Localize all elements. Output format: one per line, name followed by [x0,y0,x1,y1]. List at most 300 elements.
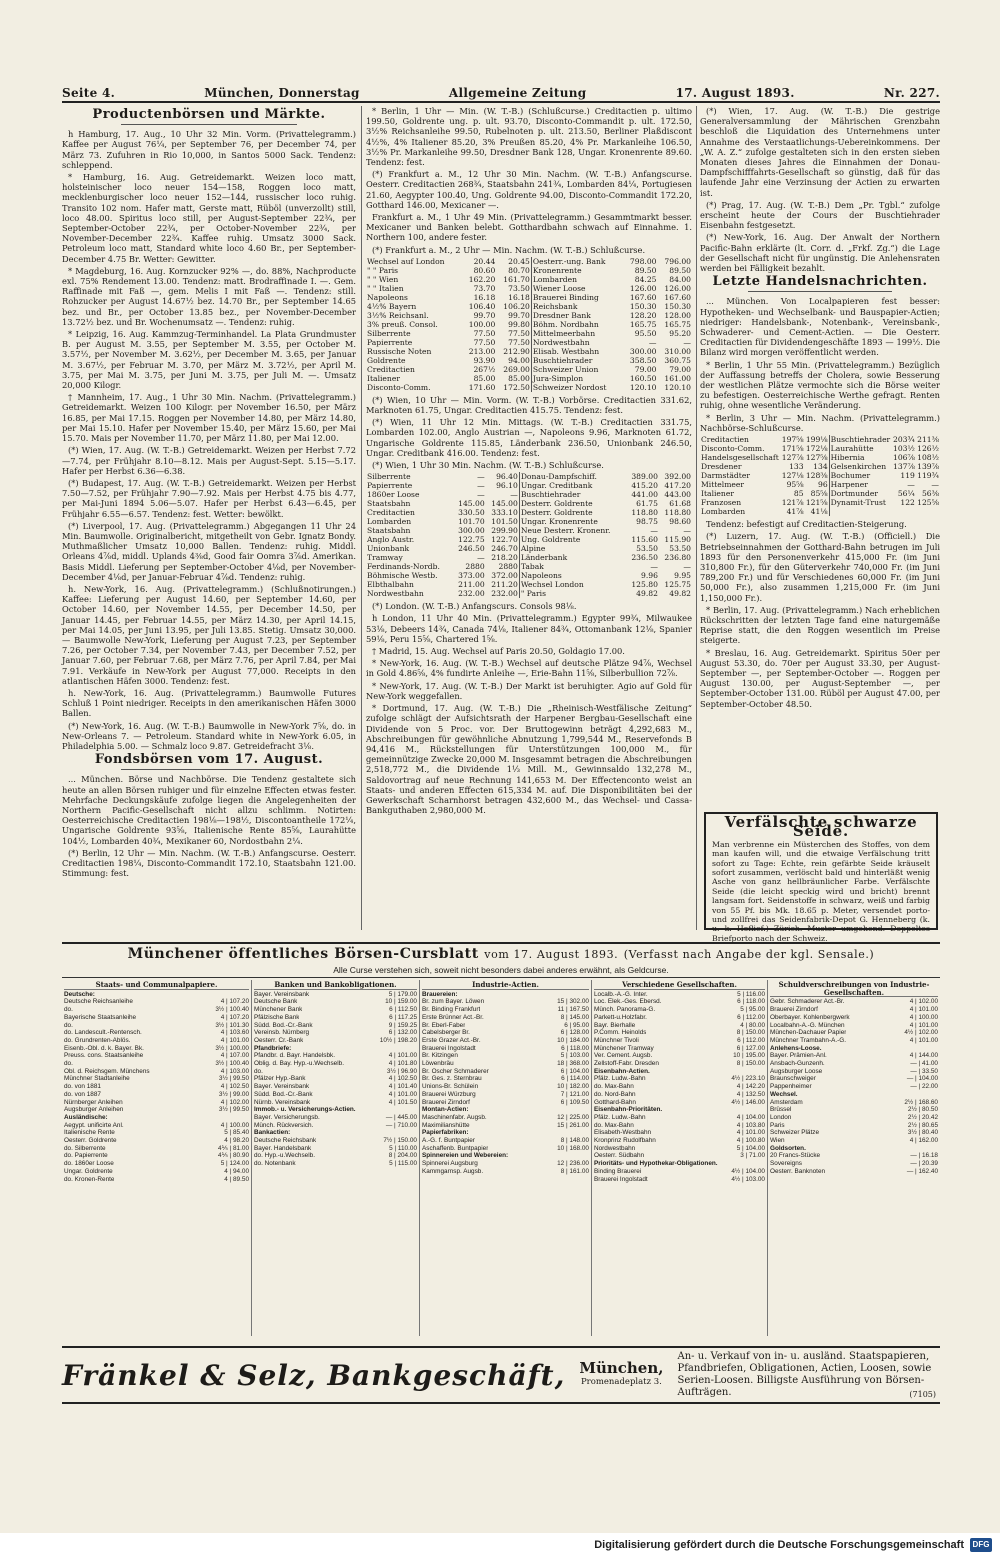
cursblatt-row [254,1068,417,1076]
security-rate: 3½ | 100.40 [215,1006,249,1014]
table-cell: Ungar. Kronenrente [519,517,626,526]
security-rate: 12 | 225.00 [557,1113,589,1121]
table-cell: Donau-Dampfschiff. [519,472,626,481]
cursblatt-row [770,1014,938,1022]
latest-reports [700,296,940,433]
security-rate: 3½ | 99.50 [218,1075,249,1083]
cursblatt-row [422,991,589,999]
table-cell: 9.95 [674,571,691,581]
table-cell: " " Wien [367,274,399,284]
report-paragraph: Frankfurt a. M., 1 Uhr 49 Min. (Privattelegramm.) Gesammtmarkt besser. Mexicaner und Banken belebt. Gotthardbahn schwach auf Einnahme. 1. Northern 100, andere fester. [366,212,692,243]
cursblatt-subtitle: Alle Curse verstehen sich, soweit nicht besonders dabei anderes erwähnt, als Geldcurse. [333,965,669,975]
cursblatt-title: Münchener öffentliches Börsen-Cursblatt [127,946,479,962]
cursblatt-row [422,1083,589,1091]
security-name: Oblig. d. Bay. Hyp.-u.Wechselb. [254,1060,344,1068]
security-name: Eisenbahn-Prioritäten. [594,1106,663,1114]
table-cell: — [683,526,691,536]
table-cell: Unionbank [367,544,410,554]
table-cell: Buschtiehrader [531,356,623,365]
security-name: Gotthard-Bahn [594,1098,636,1106]
cursblatt-row [64,1145,249,1153]
table-cell: 300.00 [629,346,657,356]
cursblatt-row [594,1137,765,1145]
security-name: Pfälz. Ludw.-Bahn [594,1075,646,1083]
security-name: Br. Ges. z. Sternbrau [422,1075,482,1083]
cursblatt-row [254,991,417,999]
table-cell: 121⅞ [781,498,804,508]
security-name: Goldsorten. [770,1144,806,1152]
security-name: London [770,1113,792,1121]
cursblatt-column [252,980,420,1336]
report-paragraph: (*) New-York, 16. Aug. (W. T.-B.) Baumwolle in New-York 7⅝, do. in New-Orleans 7. — Petroleum. Standard white in New-York 6.05, in Philadelphia 5.00. — Schmalz loco 9.87. Getreidefracht 3⅛. [62,720,356,751]
table-cell: 115.90 [664,535,691,545]
table-cell: Jura-Simplon [531,374,623,383]
header-rule [62,101,940,103]
cursblatt-column-heading: Banken und Bankobligationen. [254,981,417,990]
cursblatt-row [422,1129,589,1137]
cursblatt-row [770,1052,938,1060]
cursblatt-row [64,1114,249,1122]
security-name: Br. Oscher Schmaderer [422,1067,489,1075]
table-cell: Elbthalbahn [367,580,414,590]
table-row [700,435,940,444]
security-name: Oesterr. Cr.-Bank [254,1036,304,1044]
security-name: Ungar. Goldrente [64,1167,113,1175]
security-rate: 3 | 71.00 [740,1152,765,1160]
security-name: do. Kronen-Rente [64,1175,115,1183]
cursblatt-row [594,1052,765,1060]
security-name: Aegypt. unificirte Anl. [64,1121,124,1129]
table-cell: 392.00 [664,472,691,482]
security-name: Br. Binding Frankfurt [422,1006,481,1014]
security-rate: 6 | 128.00 [560,1029,589,1037]
table-cell: 20.45 [508,256,530,266]
security-rate: 2½ | 80.50 [907,1106,938,1114]
table-cell: 99.70 [508,310,530,320]
table-cell: Kronenrente [531,266,623,275]
table-cell: 77.50 [473,337,496,347]
table-cell: — [477,553,485,563]
security-rate: 4 | 101.00 [736,1129,765,1137]
cursblatt-row [254,998,417,1006]
security-rate: 10 | 159.00 [385,998,417,1006]
table-cell: 20.44 [473,256,496,266]
security-name: Binding Brauerei [594,1167,642,1175]
table-row [366,544,692,553]
table-cell: 95⅝ [786,480,804,490]
security-rate: 10 | 184.00 [557,1036,589,1044]
table-cell: 2880 [465,562,485,572]
report-paragraph: * Leipzig, 16. Aug. Kammzug-Terminhandel. La Plata Grundmuster B. per August M. 3.55, per September M. 3.55, per October M. 3.57½, per November M. 3.62½, per December M. 3.65, per Januar M. 3.67½, per Februar M. 3.70, per März M. 3.72½, per April M. 3.75, per Mai M. 3.75, per Juni M. 3.75, per Juli M. —. Umsatz 20,000 Kilogr. [62,329,356,391]
security-name: Deutsche Bank [254,998,298,1006]
table-cell [829,507,892,516]
security-rate: 8 | 204.00 [388,1152,417,1160]
security-rate: 5 | 116.00 [737,990,765,998]
table-cell: 161.70 [503,274,530,284]
cursblatt-row [594,1099,765,1107]
cursblatt-row [594,1037,765,1045]
table-row [366,580,692,589]
security-name: Papierfabriken: [422,1129,469,1137]
table-cell: 165.75 [664,319,691,329]
table-cell: Mittelmeerbahn [531,329,623,338]
security-rate: 6 | 118.00 [561,1044,589,1052]
cursblatt-row [64,991,249,999]
cursblatt-row [422,1029,589,1037]
table-cell: 236.80 [664,553,691,563]
security-rate: 4 | 101.00 [388,1052,417,1060]
cursblatt-row [594,1045,765,1053]
security-rate: 4 | 89.50 [224,1175,249,1183]
table-row [700,498,940,507]
table-cell: 85.00 [508,373,530,383]
column-2 [366,106,692,817]
security-name: Pfälzische Bank [254,1013,300,1021]
table-row [366,284,692,293]
security-name: do. von 1887 [64,1090,101,1098]
table-cell: 108½ [917,453,939,463]
cursblatt-row [770,1145,938,1153]
table-row [366,508,692,517]
security-rate: — | 162.40 [906,1167,938,1175]
table-cell: 796.00 [664,256,691,266]
security-rate: 3½ | 96.90 [386,1067,417,1075]
security-name: Pfälz. Ludw.-Bahn [594,1113,646,1121]
table-cell: — [650,526,658,536]
security-rate: 4 | 107.20 [220,998,249,1006]
table-cell: Goldrente [367,355,406,365]
security-name: Münchener Bank [254,1006,303,1014]
security-rate: 4 | 103.00 [220,1067,249,1075]
table-cell: Elisab. Westbahn [531,347,623,356]
security-name: Loc. Elek.-Ges. Ebersd. [594,998,662,1006]
cursblatt-row [254,1160,417,1168]
table-cell: 333.10 [491,508,518,518]
exchange-reports [366,106,692,243]
table-cell: 218.20 [491,553,518,563]
security-name: Br. zum Bayer. Löwen [422,998,485,1006]
table-cell: 212.90 [503,346,530,356]
column-divider [361,106,362,930]
section-underline [121,769,297,770]
security-name: Brauerei Ingolstadt [422,1044,476,1052]
security-rate: 18 | 368.00 [557,1060,589,1068]
security-name: do. [64,1006,73,1014]
cursblatt-row [254,1106,417,1114]
security-name: Preuss. cons. Staatsanleihe [64,1052,144,1060]
report-paragraph: * Berlin, 17. Aug. (Privattelegramm.) Nach erheblichen Rückschritten der letzten Tage fand eine naturgemäße Reprise statt, die den Roggen wesentlich im Preise steigerte. [700,604,940,646]
cursblatt-column-heading: Schuldverschreibungen von Industrie-Gesellschaften. [770,981,938,997]
table-cell: 120.10 [664,382,691,392]
table-row [366,526,692,535]
silk-advertisement [704,812,938,943]
security-name: Wechsel. [770,1090,798,1098]
cursblatt-row [770,1045,938,1053]
security-rate: 4 | 107.00 [220,1052,249,1060]
cursblatt-row [422,1160,589,1168]
table-cell: 133 [789,462,804,472]
security-name: Sovereigns [770,1160,802,1168]
table-row [366,535,692,544]
table-cell: Ferdinands-Nordb. [367,562,440,572]
table-row [366,589,692,598]
table-cell: Disconto-Comm. [367,382,431,392]
security-rate: 4 | 104.00 [736,1113,765,1121]
security-name: do. Nord-Bahn [594,1090,636,1098]
security-name: Elisabeth-Westbahn [594,1129,652,1137]
cursblatt-row [422,1137,589,1145]
security-rate: — | 33.50 [910,1067,938,1075]
table-cell: 269.00 [503,364,530,374]
security-rate: 3½ | 99.00 [218,1090,249,1098]
table-cell: 96.10 [496,481,518,491]
cursblatt-row [770,1129,938,1137]
report-paragraph: h. New-York, 16. Aug. (Privattelegramm.) (Schlußnotirungen.) Kaffee: Lieferung per August 14.60, per September 14.60, per October 14.60, per November 14.55, per December 14.50, per Januar 14.45, per Februar 14.55, per März 14.30, per April 14.15, per Mai 14.05, per Juni 13.95, per Juli 13.85. Stetig. Umsatz 30,000. — Baumwolle New-York, Lieferung per August 7.23, per September 7.26, per October 7.34, per November 7.43, per December 7.52, per Januar 7.60, per Februar 7.68, per März 7.76, per April 7.84, per Mai 7.91. Verkäufe in New-York per August 77,000. Receipts in den atlantischen Häfen 3000. Tendenz: fest. [62,583,356,686]
security-name: Brauerei Zirndorf [770,1006,818,1014]
table-cell: 213.00 [468,346,496,356]
security-rate: 5 | 115.00 [389,1160,417,1168]
cursblatt-row [770,1152,938,1160]
table-row [366,302,692,311]
cursblatt-row [64,1060,249,1068]
cursblatt-row [594,1114,765,1122]
digitization-footer [0,1533,1000,1556]
security-name: Deutsche Reichsanleihe [64,998,133,1006]
table-cell: 171.60 [468,382,496,392]
table-cell: Laurahütte [829,444,892,453]
security-rate: 7½ | 150.00 [383,1137,417,1145]
security-name: Münch. Rückversich. [254,1121,314,1129]
table-cell: 16.18 [473,292,496,302]
table-cell: " " Italien [367,283,404,293]
table-cell: 118.80 [631,508,658,518]
table-cell: 61.68 [669,499,691,509]
security-name: do. Grundrenten-Ablös. [64,1036,131,1044]
table-cell: 106⅞ [893,453,915,463]
table-cell: 128⅜ [805,471,828,481]
cursblatt-row [254,1022,417,1030]
table-cell: — [477,472,485,482]
cursblatt-row [770,1168,938,1176]
security-name: Nürnberger Anleihen [64,1098,123,1106]
table-row [366,311,692,320]
table-cell: 199⅛ [805,435,828,445]
security-rate: 15 | 302.00 [557,998,589,1006]
table-cell: Böhmische Westb. [367,571,438,581]
table-cell: — [683,562,691,572]
table-cell: 798.00 [629,256,657,266]
cursblatt-row [254,1099,417,1107]
cursblatt-row [64,1129,249,1137]
table-row [366,356,692,365]
report-paragraph: * Hamburg, 16. Aug. Getreidemarkt. Weizen loco matt, holsteinischer loco neuer 154—158, Roggen loco matt, mecklenburgischer loco neuer 152—144, russischer loco ruhig. Transito 102 nom. Hafer matt, Gerste matt, Rüböl (unverzollt) still, loco 48.00. Spiritus loco still, per August-September 22¾, per September-October 22¾, per October-November 22¾, per November-December 22¾. Kaffee ruhig. Umsatz 3000 Sack. Petroleum loco matt, Standard white loco 4.60 Br., per September-December 4.75 Br. Wetter: Gewitter. [62,172,356,264]
table-cell: Italiener [701,489,734,499]
cursblatt-row [422,1152,589,1160]
cursblatt-row [64,1152,249,1160]
security-rate: 4 | 101.80 [388,1060,417,1068]
latest-reports-2 [700,519,940,709]
security-rate: 6 | 112.50 [389,1006,417,1014]
security-rate: 4 | 162.00 [909,1137,938,1145]
cursblatt-row [770,1037,938,1045]
table-caption: (*) Wien, 1 Uhr 30 Min. Nachm. (W. T.-B.) Schlußcurse. [372,460,604,471]
report-paragraph: (*) Wien, 17. Aug. (W. T.-B.) Die gestrige Generalversammlung der Mährischen Grenzbahn beschloß die Liquidation des Unternehmens unter Annahme des Verstaatlichungs-Uebereinkommens. Der „W. A. Z.“ zufolge gestalteten sich in den ersten sieben Monaten dieses Jahres die Einnahmen der Donau-Dampfschifffahrts-Gesellschaft so günstig, daß für das laufende Jahr eine Verzinsung der Actien zu erwarten ist. [700,106,940,198]
security-rate: 8 | 148.00 [560,1137,589,1145]
table-cell: 126½ [917,444,939,454]
table-cell: 126.00 [629,283,657,293]
security-name: A.-G. f. Buntpapier [422,1137,475,1145]
table-cell: 4½% Bayern [367,301,417,311]
cursblatt-row [254,1037,417,1045]
table-cell: 3½% Reichsanl. [367,310,429,320]
security-name: Brüssel [770,1106,792,1114]
security-name: Cabelsberger Br. [422,1029,470,1037]
security-rate: 4 | 144.00 [909,1052,938,1060]
security-name: Schweizer Plätze [770,1129,820,1137]
security-name: Maximilianshütte [422,1121,470,1129]
table-cell: 101.50 [491,517,518,527]
security-name: Südd. Bod.-Cr.-Bank [254,1090,313,1098]
cursblatt-row [422,1060,589,1068]
security-rate: — | 445.00 [385,1113,417,1121]
table-cell: 122.70 [491,535,518,545]
table-cell: 121⅝ [805,498,828,508]
security-rate: 4 | 102.50 [220,1083,249,1091]
table-cell: 167.60 [629,292,657,302]
table-cell: 99.70 [473,310,496,320]
bank-advertisement [62,1346,940,1404]
security-name: Bayr. Bierhalle [594,1021,636,1029]
security-name: München-Dachauer Papier [770,1029,847,1037]
table-cell: 61.75 [636,499,658,509]
security-rate: 3½ | 101.30 [215,1021,249,1029]
cursblatt-row [594,998,765,1006]
cursblatt-note: (Verfasst nach Angabe der kgl. Sensale.) [623,948,875,961]
security-rate: — | 104.00 [906,1075,938,1083]
fonds-reports [62,774,356,878]
table-cell: 150.30 [629,301,657,311]
cursblatt-row [254,1122,417,1130]
table-cell [892,507,916,516]
security-rate: 6 | 114.00 [561,1075,589,1083]
cursblatt-row [64,1045,249,1053]
security-rate: 6 | 112.00 [737,1036,765,1044]
security-name: do. [254,1067,263,1075]
security-rate: 6 | 118.00 [737,998,765,1006]
table-cell: 145.00 [458,499,485,509]
security-name: Brauereien: [422,990,458,998]
ad-code: (7105) [909,1390,936,1399]
table-cell: Schweizer Nordost [531,383,623,392]
frankfurt-closing-table [366,257,692,392]
table-cell: 127⅝ [805,453,828,463]
table-cell: 95.50 [634,328,657,338]
table-cell: Gelsenkirchen [829,462,892,471]
table-cell: 99.80 [508,319,530,329]
bank-address [579,1361,663,1389]
bank-city: München, [579,1359,664,1377]
table-cell: 16.18 [508,292,530,302]
report-paragraph: h London, 11 Uhr 40 Min. (Privattelegramm.) Egypter 99¾, Milwaukee 53⅛, Debeers 14¾, Canada 74⅛, Italiener 84¾, Ottomanbank 12⅛, Spanier 59⅛, Peru 15⅝, Chartered 1⅝. [366,613,692,644]
table-cell: 330.50 [458,508,485,518]
cursblatt-row [770,1075,938,1083]
cursblatt-row [254,1152,417,1160]
table-cell: 360.75 [664,355,691,365]
cursblatt-row [594,1129,765,1137]
report-paragraph: h Hamburg, 17. Aug., 10 Uhr 32 Min. Vorm. (Privattelegramm.) Kaffee per August 76¼, per September 76, per December 74, per März 73. Zufuhren in Rio 10,000, in Santos 5000 Sack. Tendenz: schleppend. [62,129,356,170]
cursblatt-row [254,1052,417,1060]
security-rate: 4 | 101.00 [909,1006,938,1014]
table-cell: 73.70 [473,283,496,293]
table-cell: Ungar. Creditbank [519,481,626,490]
security-name: Oesterr. Goldrente [64,1137,117,1145]
security-rate: 2½ | 168.60 [904,1098,938,1106]
security-name: Ansbach-Gunzenh. [770,1060,825,1068]
table-cell: Böhm. Nordbahn [531,320,623,329]
cursblatt-row [422,1006,589,1014]
security-rate: 2½ | 80.65 [907,1121,938,1129]
report-paragraph: h. New-York, 16. Aug. (Privattelegramm.) Baumwolle Futures Schluß 1 Point niedriger. Receipts in den amerikanischen Häfen 3000 Ballen. [62,687,356,719]
cursblatt-row [64,1137,249,1145]
security-rate: 4 | 100.80 [736,1137,765,1145]
table-row [366,481,692,490]
table-cell: Lombarden [531,275,623,284]
cursblatt-row [594,1014,765,1022]
cursblatt-row [254,1129,417,1137]
table-cell: 2880 [498,562,518,572]
security-name: Bayer. Vereinsbank [254,990,310,998]
security-rate: 4 | 101.00 [909,1036,938,1044]
security-rate: 4 | 100.00 [220,1121,249,1129]
table-cell: 373.00 [458,571,485,581]
cursblatt-row [422,1106,589,1114]
table-cell: 115.60 [631,535,658,545]
cursblatt-row [594,1006,765,1014]
table-row [366,266,692,275]
report-paragraph: * Berlin, 3 Uhr — Min. Nachm. (Privattelegramm.) Nachbörse-Schlußcurse. [700,412,940,433]
security-rate: 10 | 168.00 [557,1144,589,1152]
vienna-closing-table [366,472,692,598]
security-name: Eisenb.-Obl. d. k. Bayer. Bk. [64,1044,144,1052]
security-rate: 4 | 100.00 [909,1013,938,1021]
table-cell: 415.20 [631,481,658,491]
table-cell: 77.50 [508,337,530,347]
table-cell: 56¼ [897,489,915,499]
security-name: Montan-Actien: [422,1106,469,1114]
table-cell: 134 [813,462,828,472]
cursblatt-column [420,980,592,1336]
security-rate: 4 | 102.00 [909,998,938,1006]
table-cell: — [683,337,691,347]
table-cell: Creditactien [367,508,415,518]
report-paragraph: * Dortmund, 17. Aug. (W. T.-B.) Die „Rheinisch-Westfälische Zeitung“ zufolge schlägt der Aufsichtsrath der Harpener Bergbau-Gesellschaft eine Dividende von 5 Proc. vor. Der Bruttogewinn beträgt 4,292,683 M., Abschreibungen für gewöhnliche Abnutzung 1,799,544 M., Reservefonds B 94,416 M., Rückstellungen für Unterstützungen 100,000 M., für gemeinnützige Zwecke 20,000 M. Insgesammt betragen die Abschreibungen 2,518,772 M., die Dividende 1⅓ Mill. M., Gewinnsaldo 132,278 M., Saldovortrag auf neue Rechnung 141,653 M. Der Effectenconto weist an Staats- und anderen Effecten 615,334 M. auf. Die Disponibilitäten bei der Gewerkschaft Scharnhorst betragen 432,600 M., das Wechsel- und Cassa-Bankguthaben 2,980,000 M. [366,703,692,816]
table-cell: Neue Desterr. Kronenr. [519,526,626,535]
table-row [366,338,692,347]
table-cell: Staatsbahn [367,499,411,509]
table-cell: 441.00 [631,490,658,500]
table-cell: Reichsbank [531,302,623,311]
cursblatt-row [254,1060,417,1068]
table-cell: 127⅞ [781,453,804,463]
security-name: Aschaffenb. Buntpapier [422,1144,489,1152]
report-paragraph: * Magdeburg, 16. Aug. Kornzucker 92% —, do. 88%, Nachproducte exl. 75% Rendement 13.00. Tendenz: matt. Brodraffinade I. —. Gem. Raffinade mit Faß —, gem. Melis I mit Faß —. Tendenz: still. Rohzucker per August 14.67½ bez. 14.70 Br., per September 14.65 bez. und Br., per October 13.85 bez., per November-December 13.72½ bez. und Br. Wochenumsatz —. Tendenz: ruhig. [62,265,356,327]
security-name: do. Hyp.-u.Wechselb. [254,1152,315,1160]
cursblatt-row [594,1152,765,1160]
cursblatt-row [594,1022,765,1030]
table-cell: 9.96 [641,571,658,581]
security-name: Münch. Panorama-G. [594,1006,656,1014]
cursblatt-column-heading: Verschiedene Gesellschaften. [594,981,765,990]
